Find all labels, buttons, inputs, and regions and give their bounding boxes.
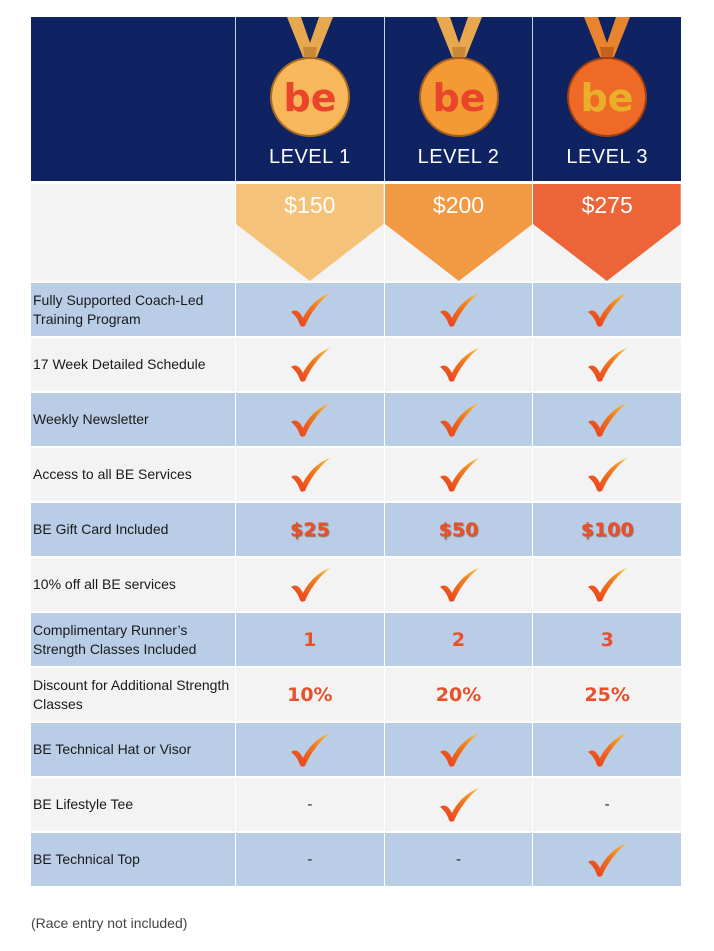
- checkmark-icon: [289, 292, 331, 328]
- price-blank-cell: [31, 184, 236, 281]
- level-label: LEVEL 3: [566, 146, 649, 168]
- feature-cell-level-2: [385, 723, 534, 776]
- checkmark-icon: [586, 347, 628, 383]
- feature-label: 17 Week Detailed Schedule: [31, 338, 236, 391]
- level-label: LEVEL 2: [417, 146, 500, 168]
- feature-cell-level-3: [533, 283, 681, 336]
- table-row: [31, 391, 681, 446]
- feature-cell-level-1: [236, 393, 385, 446]
- not-included-dash: -: [307, 851, 313, 868]
- header-blank-cell: [31, 17, 236, 181]
- feature-cell-level-2: [385, 283, 534, 336]
- feature-value: 2: [451, 628, 466, 651]
- feature-label: 10% off all BE services: [31, 558, 236, 611]
- feature-cell-level-1: [236, 613, 385, 666]
- feature-cell-level-1: [236, 833, 385, 886]
- feature-cell-level-2: [385, 668, 534, 721]
- feature-cell-level-3: [533, 338, 681, 391]
- svg-text:be: be: [432, 76, 485, 120]
- feature-value: 3: [600, 628, 614, 651]
- feature-cell-level-1: [236, 338, 385, 391]
- feature-label: BE Technical Hat or Visor: [31, 723, 236, 776]
- price-level-3: [533, 184, 681, 281]
- checkmark-icon: [438, 732, 480, 768]
- checkmark-icon: [289, 567, 331, 603]
- gift-card-value: $50: [438, 518, 479, 541]
- feature-cell-level-2: [385, 338, 534, 391]
- gift-card-value: $25: [290, 518, 330, 541]
- table-row: [31, 336, 681, 391]
- checkmark-icon: [289, 732, 331, 768]
- svg-text:be: be: [580, 76, 634, 120]
- feature-value: 1: [303, 628, 317, 651]
- checkmark-icon: [438, 292, 480, 328]
- checkmark-icon: [289, 347, 331, 383]
- feature-cell-level-3: [533, 833, 681, 886]
- table-row: [31, 281, 681, 336]
- checkmark-icon: [438, 457, 480, 493]
- table-row: [31, 611, 681, 666]
- feature-cell-level-2: [385, 393, 534, 446]
- checkmark-icon: [586, 457, 628, 493]
- table-row: [31, 831, 681, 886]
- gift-card-value: $100: [580, 518, 634, 541]
- checkmark-icon: [586, 732, 628, 768]
- feature-label: BE Technical Top: [31, 833, 236, 886]
- feature-cell-level-2: [385, 778, 534, 831]
- feature-cell-level-1: [236, 723, 385, 776]
- feature-label: Discount for Additional Strength Classes: [31, 668, 236, 721]
- price-text: $150: [284, 192, 336, 218]
- price-text: $275: [581, 192, 633, 218]
- feature-label: Access to all BE Services: [31, 448, 236, 501]
- feature-cell-level-3: [533, 393, 681, 446]
- checkmark-icon: [438, 567, 480, 603]
- feature-cell-level-3: [533, 503, 681, 556]
- medal-icon: [265, 17, 355, 139]
- feature-cell-level-2: [385, 558, 534, 611]
- table-row: [31, 776, 681, 831]
- level-label: LEVEL 1: [268, 146, 351, 168]
- not-included-dash: -: [604, 796, 610, 813]
- checkmark-icon: [586, 842, 628, 878]
- table-header: [31, 17, 681, 181]
- level-1-header: [236, 17, 385, 181]
- feature-cell-level-2: [385, 448, 534, 501]
- feature-cell-level-1: [236, 778, 385, 831]
- checkmark-icon: [586, 292, 628, 328]
- checkmark-icon: [289, 402, 331, 438]
- feature-cell-level-1: [236, 283, 385, 336]
- table-row: [31, 501, 681, 556]
- feature-cell-level-3: [533, 558, 681, 611]
- feature-cell-level-2: [385, 833, 534, 886]
- price-level-2: [385, 184, 534, 281]
- feature-label: BE Lifestyle Tee: [31, 778, 236, 831]
- level-2-header: [385, 17, 534, 181]
- feature-label: Complimentary Runner’s Strength Classes Included: [31, 613, 236, 666]
- feature-label: Fully Supported Coach-Led Training Program: [31, 283, 236, 336]
- level-3-header: [533, 17, 681, 181]
- feature-rows: [31, 281, 681, 886]
- feature-cell-level-3: [533, 613, 681, 666]
- svg-text:be: be: [283, 76, 337, 120]
- feature-cell-level-1: [236, 448, 385, 501]
- feature-value: 20%: [435, 683, 482, 706]
- not-included-dash: -: [456, 851, 461, 868]
- pricing-table: [31, 17, 681, 886]
- feature-cell-level-2: [385, 503, 534, 556]
- feature-value: 25%: [584, 683, 630, 706]
- checkmark-icon: [438, 347, 480, 383]
- feature-cell-level-3: [533, 723, 681, 776]
- not-included-dash: -: [307, 796, 313, 813]
- feature-cell-level-2: [385, 613, 534, 666]
- checkmark-icon: [586, 402, 628, 438]
- checkmark-icon: [586, 567, 628, 603]
- table-row: [31, 666, 681, 721]
- feature-label: Weekly Newsletter: [31, 393, 236, 446]
- feature-cell-level-3: [533, 778, 681, 831]
- medal-icon: [562, 17, 652, 139]
- table-row: [31, 556, 681, 611]
- table-row: [31, 721, 681, 776]
- price-row: [31, 184, 681, 281]
- price-text: $200: [432, 192, 485, 218]
- feature-cell-level-3: [533, 668, 681, 721]
- feature-value: 10%: [287, 683, 333, 706]
- checkmark-icon: [438, 402, 480, 438]
- feature-label: BE Gift Card Included: [31, 503, 236, 556]
- price-level-1: [236, 184, 385, 281]
- medal-icon: [414, 17, 504, 139]
- feature-cell-level-1: [236, 558, 385, 611]
- checkmark-icon: [438, 787, 480, 823]
- feature-cell-level-1: [236, 503, 385, 556]
- checkmark-icon: [289, 457, 331, 493]
- feature-cell-level-1: [236, 668, 385, 721]
- feature-cell-level-3: [533, 448, 681, 501]
- footnote: (Race entry not included): [31, 915, 188, 931]
- table-row: [31, 446, 681, 501]
